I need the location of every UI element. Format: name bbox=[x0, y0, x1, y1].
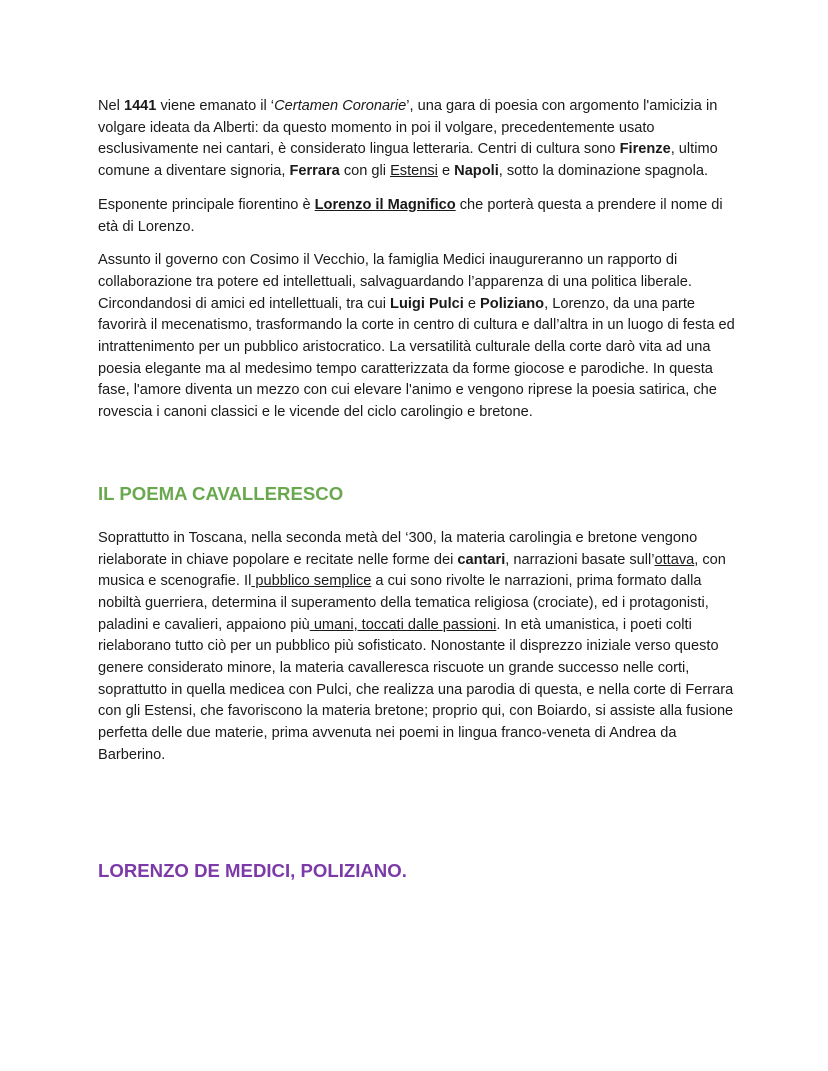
paragraph-poema bbox=[98, 528, 738, 767]
pubblico-term: pubblico semplice bbox=[251, 573, 372, 590]
umani-term: umani, toccati dalle passioni bbox=[309, 616, 497, 633]
text-run: Assunto il governo con Cosimo il Vecchio, la famiglia Medici inaugureranno un rapporto di collaborazione tra potere ed intellettuali, salvaguardando l’apparenza di una politica liberale. Circondandosi di amici ed intellettuali, tra cui bbox=[98, 252, 692, 312]
text-run: , ultimo comune a diventare signoria, bbox=[98, 141, 718, 180]
text-run: a cui sono rivolte le narrazioni, prima formato dalla nobiltà guerriera, determina il superamento della tematica religiosa (crociate), ed i protagonisti, paladini e cavalieri, appaiono più bbox=[98, 573, 709, 633]
text-run: . In età umanistica, i poeti colti rielaborano tutto ciò per un pubblico più sofisticato. Nonostante il disprezzo iniziale verso questo genere considerato minore, la materia cavalleresca riscuote un grande successo nelle corti, soprattutto in quella medicea con Pulci, che realizza una parodia di questa, e nella corte di Ferrara con gli Estensi, che favoriscono la materia bretone; proprio qui, con Boiardo, si assiste alla fusione perfetta delle due materie, prima avvenuta nei poemi in lingua franco-veneta di Andrea da Barberino. bbox=[98, 616, 734, 763]
napoli-term: Napoli bbox=[454, 163, 499, 180]
text-run: che porterà questa a prendere il nome di età di Lorenzo. bbox=[98, 196, 723, 235]
pulci-term: Luigi Pulci bbox=[390, 295, 464, 312]
text-run: viene emanato il ‘ bbox=[156, 98, 275, 114]
firenze-term: Firenze bbox=[619, 141, 671, 158]
lorenzo-term: Lorenzo il Magnifico bbox=[314, 196, 456, 213]
text-run: Esponente principale fiorentino è bbox=[98, 196, 315, 213]
paragraph-lorenzo bbox=[98, 195, 738, 238]
text-run: Nel bbox=[98, 98, 124, 114]
heading-poema-cavalleresco: IL POEMA CAVALLERESCO bbox=[98, 482, 344, 504]
cantari-term: cantari bbox=[457, 551, 506, 568]
text-run: , con musica e scenografie. Il bbox=[98, 551, 726, 590]
text-run: , sotto la dominazione spagnola. bbox=[498, 163, 709, 180]
text-run: e bbox=[437, 163, 455, 180]
certamen-title: Certamen Coronarie bbox=[274, 98, 407, 114]
ferrara-term: Ferrara bbox=[289, 163, 340, 180]
heading-lorenzo-poliziano: LORENZO DE MEDICI, POLIZIANO. bbox=[98, 859, 407, 881]
poliziano-term: Poliziano bbox=[480, 295, 545, 312]
document-page bbox=[98, 96, 738, 883]
ottava-term: ottava bbox=[654, 551, 695, 568]
text-run: Soprattutto in Toscana, nella seconda metà del ‘300, la materia carolingia e bretone vengono rielaborate in chiave popolare e recitate nelle forme dei bbox=[98, 529, 698, 568]
text-run: ’, una gara di poesia con argomento l'amicizia in volgare ideata da Alberti: da questo momento in poi il volgare, precedentemente usato esclusivamente nei cantari, è considerato lingua letteraria. Centri di cultura sono bbox=[98, 98, 718, 158]
text-run: , narrazioni basate sull’ bbox=[505, 551, 655, 568]
text-run: e bbox=[463, 295, 481, 312]
paragraph-certamen bbox=[98, 96, 738, 183]
year-1441: 1441 bbox=[123, 98, 157, 114]
text-run: , Lorenzo, da una parte favorirà il mecenatismo, trasformando la corte in centro di cultura e dall’altra in un luogo di festa ed intrattenimento per un pubblico aristocratico. La versatilità culturale della corte darò vita ad una poesia elegante ma al medesimo tempo caratterizzata da forme giocose e parodiche. In questa fase, l'amore diventa un mezzo con cui elevare l'animo e vengono riprese la poesia satirica, che rovescia i canoni classici e le vicende del ciclo carolingio e bretone. bbox=[98, 295, 735, 421]
text-run: con gli bbox=[339, 163, 391, 180]
estensi-term: Estensi bbox=[390, 163, 438, 180]
paragraph-medici bbox=[98, 250, 738, 424]
